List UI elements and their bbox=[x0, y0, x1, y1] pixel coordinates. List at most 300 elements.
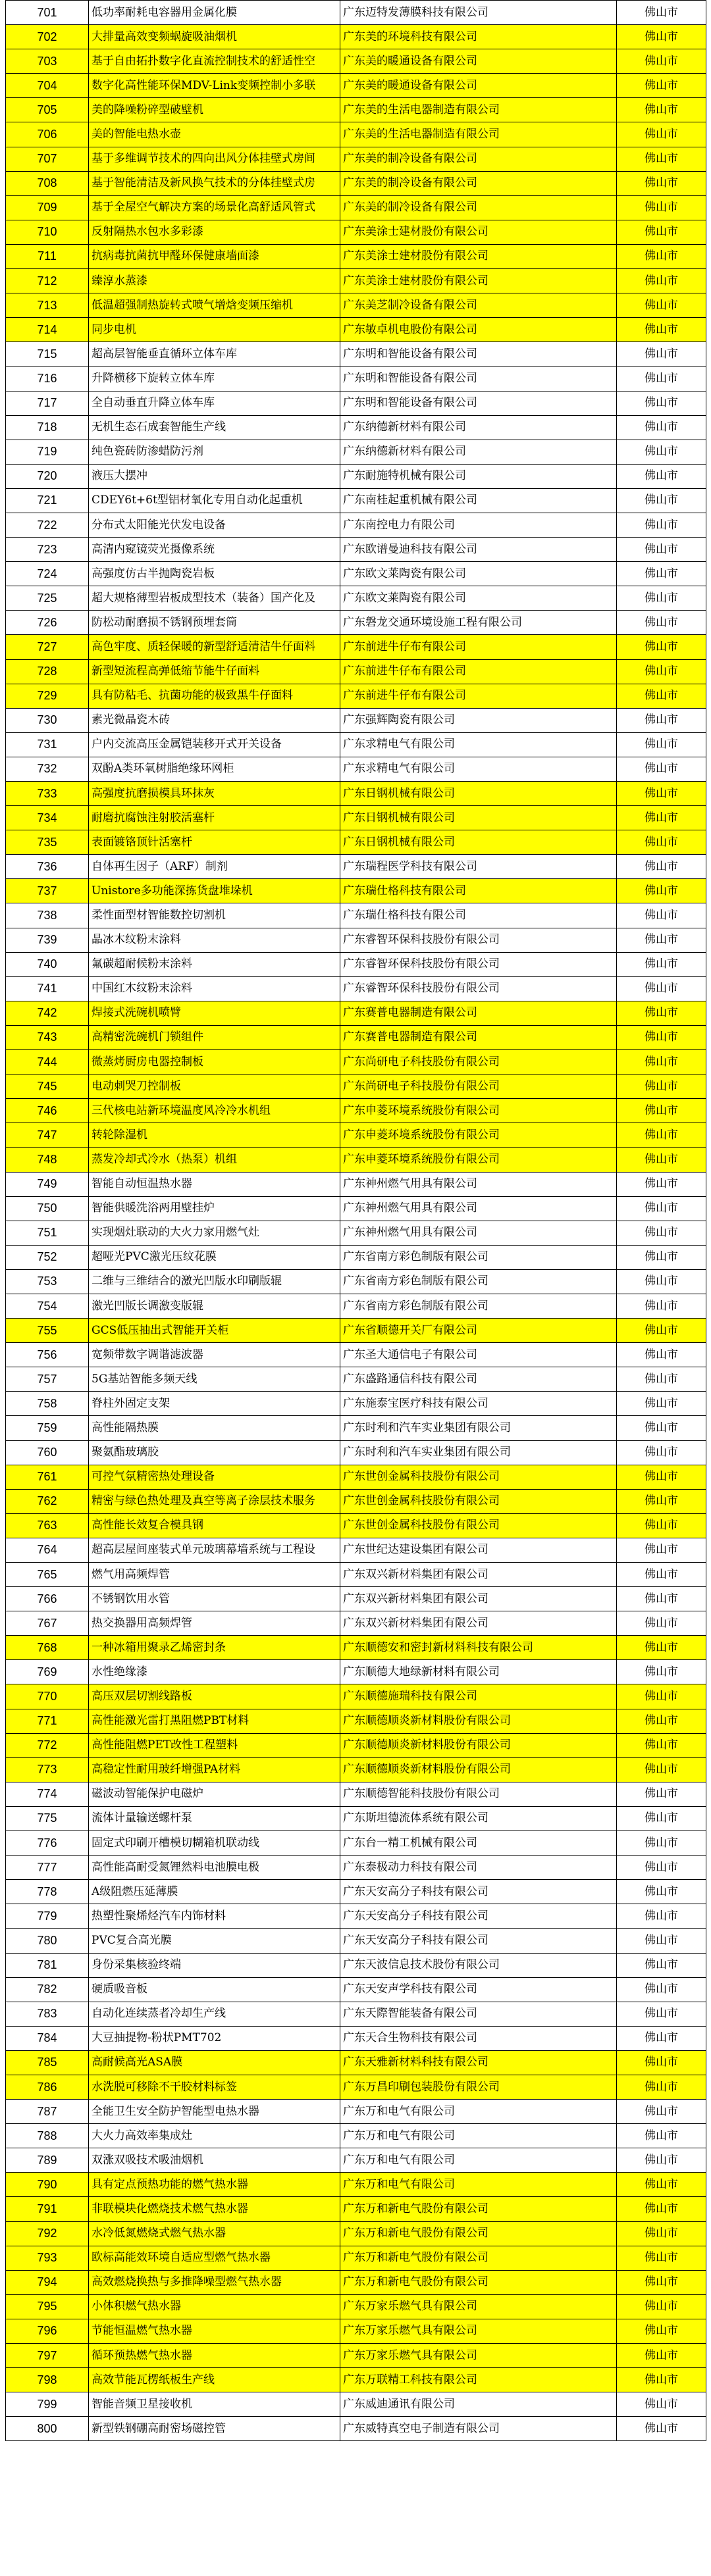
company-name-cell: 广东省南方彩色制版有限公司 bbox=[340, 1245, 617, 1269]
company-name-cell: 广东顺德大地绿新材料有限公司 bbox=[340, 1660, 617, 1684]
table-row bbox=[6, 2075, 706, 2099]
city-cell: 佛山市 bbox=[617, 1684, 706, 1709]
row-number-cell: 702 bbox=[6, 25, 89, 49]
row-number-cell: 788 bbox=[6, 2124, 89, 2148]
table-row bbox=[6, 1684, 706, 1709]
table-row bbox=[6, 1953, 706, 1977]
city-cell: 佛山市 bbox=[617, 1709, 706, 1733]
row-number-cell: 709 bbox=[6, 195, 89, 220]
row-number-cell: 738 bbox=[6, 903, 89, 928]
row-number-cell: 761 bbox=[6, 1465, 89, 1489]
company-name-cell: 广东神州燃气用具有限公司 bbox=[340, 1221, 617, 1245]
row-number-cell: 745 bbox=[6, 1074, 89, 1099]
city-cell: 佛山市 bbox=[617, 928, 706, 952]
product-name-cell: 水洗脱可移除不干胶材料标签 bbox=[89, 2075, 340, 2099]
table-row bbox=[6, 2319, 706, 2343]
product-name-cell: 高稳定性耐用玻纤增强PA材料 bbox=[89, 1757, 340, 1782]
row-number-cell: 779 bbox=[6, 1904, 89, 1929]
city-cell: 佛山市 bbox=[617, 1953, 706, 1977]
company-name-cell: 广东台一精工机械有限公司 bbox=[340, 1831, 617, 1856]
table-row bbox=[6, 488, 706, 513]
row-number-cell: 759 bbox=[6, 1416, 89, 1440]
city-cell: 佛山市 bbox=[617, 1099, 706, 1123]
table-row bbox=[6, 2417, 706, 2441]
row-number-cell: 741 bbox=[6, 976, 89, 1001]
city-cell: 佛山市 bbox=[617, 1489, 706, 1513]
table-row bbox=[6, 415, 706, 440]
company-name-cell: 广东瑞程医学科技有限公司 bbox=[340, 855, 617, 879]
table-row bbox=[6, 1587, 706, 1611]
product-name-cell: 高性能阻燃PET改性工程塑料 bbox=[89, 1733, 340, 1757]
row-number-cell: 726 bbox=[6, 611, 89, 635]
table-row bbox=[6, 2148, 706, 2173]
product-name-cell: 纯色瓷砖防渗蜡防污剂 bbox=[89, 440, 340, 464]
city-cell: 佛山市 bbox=[617, 1392, 706, 1416]
city-cell: 佛山市 bbox=[617, 1782, 706, 1806]
row-number-cell: 710 bbox=[6, 220, 89, 244]
table-row bbox=[6, 806, 706, 830]
row-number-cell: 725 bbox=[6, 586, 89, 611]
company-name-cell: 广东赛普电器制造有限公司 bbox=[340, 1025, 617, 1049]
company-name-cell: 广东欧文莱陶瓷有限公司 bbox=[340, 586, 617, 611]
product-name-cell: 固定式印刷开槽模切糊箱机联动线 bbox=[89, 1831, 340, 1856]
table-row bbox=[6, 611, 706, 635]
table-row bbox=[6, 1733, 706, 1757]
company-name-cell: 广东世纪达建设集团有限公司 bbox=[340, 1538, 617, 1562]
company-name-cell: 广东纳德新材料有限公司 bbox=[340, 440, 617, 464]
company-name-cell: 广东磐龙交通环境设施工程有限公司 bbox=[340, 611, 617, 635]
table-row bbox=[6, 464, 706, 488]
row-number-cell: 760 bbox=[6, 1440, 89, 1465]
city-cell: 佛山市 bbox=[617, 147, 706, 171]
company-name-cell: 广东美芝制冷设备有限公司 bbox=[340, 293, 617, 318]
table-row bbox=[6, 903, 706, 928]
row-number-cell: 793 bbox=[6, 2246, 89, 2270]
product-name-cell: 反射隔热水包水多彩漆 bbox=[89, 220, 340, 244]
table-row bbox=[6, 1709, 706, 1733]
table-row bbox=[6, 1343, 706, 1367]
product-name-cell: 循环预热燃气热水器 bbox=[89, 2344, 340, 2368]
product-name-cell: 耐磨抗腐蚀注射胶活塞杆 bbox=[89, 806, 340, 830]
row-number-cell: 704 bbox=[6, 74, 89, 98]
product-name-cell: 高性能高耐受氮锂然料电池膜电极 bbox=[89, 1856, 340, 1880]
row-number-cell: 786 bbox=[6, 2075, 89, 2099]
city-cell: 佛山市 bbox=[617, 635, 706, 659]
table-row bbox=[6, 220, 706, 244]
company-name-cell: 广东美的暖通设备有限公司 bbox=[340, 49, 617, 74]
city-cell: 佛山市 bbox=[617, 171, 706, 195]
company-name-cell: 广东万家乐燃气具有限公司 bbox=[340, 2294, 617, 2319]
product-name-cell: 臻淳水蒸漆 bbox=[89, 269, 340, 293]
product-name-cell: 中国红木纹粉末涂料 bbox=[89, 976, 340, 1001]
company-name-cell: 广东申菱环境系统股份有限公司 bbox=[340, 1099, 617, 1123]
product-name-cell: 三代核电站新环境温度风冷冷水机组 bbox=[89, 1099, 340, 1123]
company-name-cell: 广东美涂士建材股份有限公司 bbox=[340, 220, 617, 244]
table-row bbox=[6, 1806, 706, 1831]
city-cell: 佛山市 bbox=[617, 782, 706, 806]
city-cell: 佛山市 bbox=[617, 2197, 706, 2221]
company-name-cell: 广东申菱环境系统股份有限公司 bbox=[340, 1123, 617, 1148]
company-name-cell: 广东双兴新材料集团有限公司 bbox=[340, 1611, 617, 1636]
company-name-cell: 广东天安高分子科技有限公司 bbox=[340, 1904, 617, 1929]
row-number-cell: 723 bbox=[6, 538, 89, 562]
table-row bbox=[6, 952, 706, 976]
product-name-cell: 分布式太阳能光伏发电设备 bbox=[89, 513, 340, 537]
city-cell: 佛山市 bbox=[617, 488, 706, 513]
city-cell: 佛山市 bbox=[617, 2026, 706, 2050]
table-row bbox=[6, 122, 706, 147]
row-number-cell: 742 bbox=[6, 1001, 89, 1025]
table-row bbox=[6, 830, 706, 855]
product-name-cell: CDEY6t+6t型铝材氧化专用自动化起重机 bbox=[89, 488, 340, 513]
row-number-cell: 717 bbox=[6, 391, 89, 415]
product-name-cell: 具有防粘毛、抗菌功能的极致黑牛仔面料 bbox=[89, 684, 340, 708]
row-number-cell: 705 bbox=[6, 98, 89, 122]
row-number-cell: 703 bbox=[6, 49, 89, 74]
product-name-cell: 抗病毒抗菌抗甲醛环保健康墙面漆 bbox=[89, 244, 340, 268]
table-row bbox=[6, 659, 706, 684]
row-number-cell: 734 bbox=[6, 806, 89, 830]
company-name-cell: 广东天安高分子科技有限公司 bbox=[340, 1880, 617, 1904]
company-name-cell: 广东万和电气有限公司 bbox=[340, 2173, 617, 2197]
product-name-cell: 大豆抽提物-粉状PMT702 bbox=[89, 2026, 340, 2050]
row-number-cell: 790 bbox=[6, 2173, 89, 2197]
table-row bbox=[6, 1172, 706, 1196]
company-name-cell: 广东盛路通信科技有限公司 bbox=[340, 1367, 617, 1392]
table-row bbox=[6, 2221, 706, 2246]
table-row bbox=[6, 1611, 706, 1636]
table-row bbox=[6, 293, 706, 318]
row-number-cell: 715 bbox=[6, 342, 89, 366]
row-number-cell: 791 bbox=[6, 2197, 89, 2221]
row-number-cell: 706 bbox=[6, 122, 89, 147]
city-cell: 佛山市 bbox=[617, 1465, 706, 1489]
city-cell: 佛山市 bbox=[617, 1440, 706, 1465]
city-cell: 佛山市 bbox=[617, 1196, 706, 1221]
city-cell: 佛山市 bbox=[617, 976, 706, 1001]
city-cell: 佛山市 bbox=[617, 1977, 706, 2002]
product-name-cell: 高强度仿古半抛陶瓷岩板 bbox=[89, 562, 340, 586]
company-name-cell: 广东万和新电气股份有限公司 bbox=[340, 2270, 617, 2294]
table-row bbox=[6, 538, 706, 562]
table-row bbox=[6, 391, 706, 415]
company-name-cell: 广东迈特发薄膜科技有限公司 bbox=[340, 1, 617, 25]
company-name-cell: 广东敏卓机电股份有限公司 bbox=[340, 318, 617, 342]
company-name-cell: 广东睿智环保科技股份有限公司 bbox=[340, 928, 617, 952]
product-name-cell: 身份采集核验终端 bbox=[89, 1953, 340, 1977]
table-row bbox=[6, 244, 706, 268]
company-name-cell: 广东美的环境科技有限公司 bbox=[340, 25, 617, 49]
company-name-cell: 广东世创金属科技股份有限公司 bbox=[340, 1513, 617, 1538]
company-name-cell: 广东欧文莱陶瓷有限公司 bbox=[340, 562, 617, 586]
row-number-cell: 748 bbox=[6, 1148, 89, 1172]
company-name-cell: 广东美的生活电器制造有限公司 bbox=[340, 98, 617, 122]
row-number-cell: 794 bbox=[6, 2270, 89, 2294]
city-cell: 佛山市 bbox=[617, 1831, 706, 1856]
company-name-cell: 广东美的生活电器制造有限公司 bbox=[340, 122, 617, 147]
product-name-cell: 素光微晶瓷木砖 bbox=[89, 708, 340, 732]
city-cell: 佛山市 bbox=[617, 2050, 706, 2075]
table-row bbox=[6, 1831, 706, 1856]
city-cell: 佛山市 bbox=[617, 318, 706, 342]
company-name-cell: 广东强辉陶瓷有限公司 bbox=[340, 708, 617, 732]
company-name-cell: 广东睿智环保科技股份有限公司 bbox=[340, 952, 617, 976]
city-cell: 佛山市 bbox=[617, 1416, 706, 1440]
product-name-cell: 热交换器用高频焊管 bbox=[89, 1611, 340, 1636]
row-number-cell: 724 bbox=[6, 562, 89, 586]
product-name-cell: 宽频带数字调谐滤波器 bbox=[89, 1343, 340, 1367]
product-name-cell: 燃气用高频焊管 bbox=[89, 1563, 340, 1587]
company-name-cell: 广东求精电气有限公司 bbox=[340, 757, 617, 781]
table-row bbox=[6, 976, 706, 1001]
row-number-cell: 764 bbox=[6, 1538, 89, 1562]
product-name-cell: 低温超强制热旋转式喷气增焓变频压缩机 bbox=[89, 293, 340, 318]
row-number-cell: 798 bbox=[6, 2368, 89, 2392]
city-cell: 佛山市 bbox=[617, 1636, 706, 1660]
city-cell: 佛山市 bbox=[617, 659, 706, 684]
table-row bbox=[6, 147, 706, 171]
row-number-cell: 731 bbox=[6, 732, 89, 757]
product-name-cell: 晶冰木纹粉末涂料 bbox=[89, 928, 340, 952]
company-name-cell: 广东省南方彩色制版有限公司 bbox=[340, 1294, 617, 1318]
row-number-cell: 730 bbox=[6, 708, 89, 732]
company-name-cell: 广东赛普电器制造有限公司 bbox=[340, 1001, 617, 1025]
company-name-cell: 广东美涂士建材股份有限公司 bbox=[340, 244, 617, 268]
table-row bbox=[6, 342, 706, 366]
row-number-cell: 712 bbox=[6, 269, 89, 293]
company-name-cell: 广东日钢机械有限公司 bbox=[340, 830, 617, 855]
product-name-cell: 实现烟灶联动的大火力家用燃气灶 bbox=[89, 1221, 340, 1245]
city-cell: 佛山市 bbox=[617, 1806, 706, 1831]
city-cell: 佛山市 bbox=[617, 1880, 706, 1904]
city-cell: 佛山市 bbox=[617, 1563, 706, 1587]
row-number-cell: 774 bbox=[6, 1782, 89, 1806]
city-cell: 佛山市 bbox=[617, 2344, 706, 2368]
city-cell: 佛山市 bbox=[617, 195, 706, 220]
company-name-cell: 广东尚研电子科技股份有限公司 bbox=[340, 1050, 617, 1074]
row-number-cell: 772 bbox=[6, 1733, 89, 1757]
city-cell: 佛山市 bbox=[617, 220, 706, 244]
city-cell: 佛山市 bbox=[617, 1904, 706, 1929]
product-name-cell: 水性绝缘漆 bbox=[89, 1660, 340, 1684]
city-cell: 佛山市 bbox=[617, 1538, 706, 1562]
company-name-cell: 广东威特真空电子制造有限公司 bbox=[340, 2417, 617, 2441]
row-number-cell: 777 bbox=[6, 1856, 89, 1880]
product-name-cell: 焊接式洗碗机喷臂 bbox=[89, 1001, 340, 1025]
city-cell: 佛山市 bbox=[617, 464, 706, 488]
row-number-cell: 756 bbox=[6, 1343, 89, 1367]
city-cell: 佛山市 bbox=[617, 513, 706, 537]
product-name-cell: 硬质吸音板 bbox=[89, 1977, 340, 2002]
company-name-cell: 广东尚研电子科技股份有限公司 bbox=[340, 1074, 617, 1099]
row-number-cell: 746 bbox=[6, 1099, 89, 1123]
row-number-cell: 751 bbox=[6, 1221, 89, 1245]
table-row bbox=[6, 195, 706, 220]
city-cell: 佛山市 bbox=[617, 1611, 706, 1636]
product-name-cell: 液压大摆冲 bbox=[89, 464, 340, 488]
table-row bbox=[6, 1416, 706, 1440]
row-number-cell: 799 bbox=[6, 2392, 89, 2417]
company-name-cell: 广东顺德顺炎新材料股份有限公司 bbox=[340, 1733, 617, 1757]
company-name-cell: 广东日钢机械有限公司 bbox=[340, 806, 617, 830]
product-name-cell: 非联模块化燃烧技术燃气热水器 bbox=[89, 2197, 340, 2221]
row-number-cell: 720 bbox=[6, 464, 89, 488]
row-number-cell: 716 bbox=[6, 366, 89, 391]
company-name-cell: 广东顺德智能科技股份有限公司 bbox=[340, 1782, 617, 1806]
product-name-cell: 高效节能瓦楞纸板生产线 bbox=[89, 2368, 340, 2392]
row-number-cell: 753 bbox=[6, 1269, 89, 1294]
product-name-cell: 二维与三维结合的激光凹版水印刷版辊 bbox=[89, 1269, 340, 1294]
city-cell: 佛山市 bbox=[617, 269, 706, 293]
product-name-cell: 高压双层切割线路板 bbox=[89, 1684, 340, 1709]
product-name-cell: 智能供暖洗浴两用壁挂炉 bbox=[89, 1196, 340, 1221]
table-row bbox=[6, 1660, 706, 1684]
table-row bbox=[6, 1538, 706, 1562]
row-number-cell: 743 bbox=[6, 1025, 89, 1049]
row-number-cell: 735 bbox=[6, 830, 89, 855]
product-name-cell: Unistore多功能深拣货盘堆垛机 bbox=[89, 879, 340, 903]
product-name-cell: 新型短流程高弹低缩节能牛仔面料 bbox=[89, 659, 340, 684]
row-number-cell: 787 bbox=[6, 2100, 89, 2124]
table-row bbox=[6, 708, 706, 732]
product-name-cell: 超高层智能垂直循环立体车库 bbox=[89, 342, 340, 366]
city-cell: 佛山市 bbox=[617, 1856, 706, 1880]
table-row bbox=[6, 1196, 706, 1221]
city-cell: 佛山市 bbox=[617, 293, 706, 318]
table-row bbox=[6, 2173, 706, 2197]
product-name-cell: 转轮除湿机 bbox=[89, 1123, 340, 1148]
row-number-cell: 767 bbox=[6, 1611, 89, 1636]
table-row bbox=[6, 1757, 706, 1782]
city-cell: 佛山市 bbox=[617, 2075, 706, 2099]
company-name-cell: 广东美的制冷设备有限公司 bbox=[340, 147, 617, 171]
product-name-cell: 高耐候高光ASA膜 bbox=[89, 2050, 340, 2075]
product-name-cell: 双涨双吸技术吸油烟机 bbox=[89, 2148, 340, 2173]
company-name-cell: 广东申菱环境系统股份有限公司 bbox=[340, 1148, 617, 1172]
row-number-cell: 752 bbox=[6, 1245, 89, 1269]
city-cell: 佛山市 bbox=[617, 2392, 706, 2417]
city-cell: 佛山市 bbox=[617, 366, 706, 391]
table-row bbox=[6, 562, 706, 586]
company-name-cell: 广东明和智能设备有限公司 bbox=[340, 366, 617, 391]
company-name-cell: 广东顺德施瑞科技有限公司 bbox=[340, 1684, 617, 1709]
table-row bbox=[6, 1440, 706, 1465]
row-number-cell: 729 bbox=[6, 684, 89, 708]
row-number-cell: 754 bbox=[6, 1294, 89, 1318]
city-cell: 佛山市 bbox=[617, 342, 706, 366]
table-row bbox=[6, 879, 706, 903]
product-name-cell: 基于全屋空气解决方案的场景化高舒适风管式 bbox=[89, 195, 340, 220]
row-number-cell: 758 bbox=[6, 1392, 89, 1416]
company-name-cell: 广东美的制冷设备有限公司 bbox=[340, 195, 617, 220]
row-number-cell: 773 bbox=[6, 1757, 89, 1782]
row-number-cell: 762 bbox=[6, 1489, 89, 1513]
row-number-cell: 713 bbox=[6, 293, 89, 318]
product-name-cell: PVC复合高光膜 bbox=[89, 1929, 340, 1953]
city-cell: 佛山市 bbox=[617, 2417, 706, 2441]
company-name-cell: 广东万家乐燃气具有限公司 bbox=[340, 2344, 617, 2368]
product-name-cell: 高强度抗磨损模具环抹灰 bbox=[89, 782, 340, 806]
row-number-cell: 721 bbox=[6, 488, 89, 513]
table-row bbox=[6, 1148, 706, 1172]
table-row bbox=[6, 74, 706, 98]
row-number-cell: 785 bbox=[6, 2050, 89, 2075]
product-name-cell: 节能恒温燃气热水器 bbox=[89, 2319, 340, 2343]
city-cell: 佛山市 bbox=[617, 1929, 706, 1953]
product-name-cell: 高性能长效复合模具钢 bbox=[89, 1513, 340, 1538]
company-name-cell: 广东万和电气有限公司 bbox=[340, 2124, 617, 2148]
company-name-cell: 广东万和新电气股份有限公司 bbox=[340, 2246, 617, 2270]
product-name-cell: 表面镀铬顶针活塞杆 bbox=[89, 830, 340, 855]
product-name-cell: 户内交流高压金属铠装移开式开关设备 bbox=[89, 732, 340, 757]
table-row bbox=[6, 1904, 706, 1929]
city-cell: 佛山市 bbox=[617, 2221, 706, 2246]
row-number-cell: 707 bbox=[6, 147, 89, 171]
row-number-cell: 766 bbox=[6, 1587, 89, 1611]
product-name-cell: GCS低压抽出式智能开关柜 bbox=[89, 1319, 340, 1343]
table-body bbox=[6, 1, 706, 2441]
table-row bbox=[6, 2344, 706, 2368]
row-number-cell: 727 bbox=[6, 635, 89, 659]
company-name-cell: 广东顺德顺炎新材料股份有限公司 bbox=[340, 1757, 617, 1782]
row-number-cell: 781 bbox=[6, 1953, 89, 1977]
table-row bbox=[6, 1269, 706, 1294]
company-name-cell: 广东南桂起重机械有限公司 bbox=[340, 488, 617, 513]
row-number-cell: 780 bbox=[6, 1929, 89, 1953]
company-name-cell: 广东威迪通讯有限公司 bbox=[340, 2392, 617, 2417]
product-name-cell: A级阻燃压延薄膜 bbox=[89, 1880, 340, 1904]
city-cell: 佛山市 bbox=[617, 586, 706, 611]
product-name-cell: 防松动耐磨损不锈钢预埋套筒 bbox=[89, 611, 340, 635]
table-row bbox=[6, 171, 706, 195]
city-cell: 佛山市 bbox=[617, 2002, 706, 2026]
city-cell: 佛山市 bbox=[617, 806, 706, 830]
city-cell: 佛山市 bbox=[617, 1294, 706, 1318]
product-name-cell: 自体再生因子（ARF）制剂 bbox=[89, 855, 340, 879]
city-cell: 佛山市 bbox=[617, 611, 706, 635]
row-number-cell: 708 bbox=[6, 171, 89, 195]
table-row bbox=[6, 1465, 706, 1489]
product-name-cell: 双酚A类环氧树脂绝缘环网柜 bbox=[89, 757, 340, 781]
company-name-cell: 广东万家乐燃气具有限公司 bbox=[340, 2319, 617, 2343]
table-row bbox=[6, 2246, 706, 2270]
table-row bbox=[6, 366, 706, 391]
row-number-cell: 783 bbox=[6, 2002, 89, 2026]
table-row bbox=[6, 440, 706, 464]
city-cell: 佛山市 bbox=[617, 1025, 706, 1049]
company-name-cell: 广东求精电气有限公司 bbox=[340, 732, 617, 757]
city-cell: 佛山市 bbox=[617, 1513, 706, 1538]
company-name-cell: 广东时利和汽车实业集团有限公司 bbox=[340, 1440, 617, 1465]
row-number-cell: 719 bbox=[6, 440, 89, 464]
row-number-cell: 800 bbox=[6, 2417, 89, 2441]
company-name-cell: 广东神州燃气用具有限公司 bbox=[340, 1196, 617, 1221]
city-cell: 佛山市 bbox=[617, 1757, 706, 1782]
city-cell: 佛山市 bbox=[617, 879, 706, 903]
table-row bbox=[6, 1074, 706, 1099]
company-name-cell: 广东纳德新材料有限公司 bbox=[340, 415, 617, 440]
company-name-cell: 广东前进牛仔布有限公司 bbox=[340, 659, 617, 684]
product-name-cell: 小体积燃气热水器 bbox=[89, 2294, 340, 2319]
product-name-cell: 美的降噪粉碎型破壁机 bbox=[89, 98, 340, 122]
table-row bbox=[6, 757, 706, 781]
table-row bbox=[6, 318, 706, 342]
row-number-cell: 792 bbox=[6, 2221, 89, 2246]
product-name-cell: 聚氨酯玻璃胶 bbox=[89, 1440, 340, 1465]
row-number-cell: 744 bbox=[6, 1050, 89, 1074]
company-name-cell: 广东圣大通信电子有限公司 bbox=[340, 1343, 617, 1367]
table-row bbox=[6, 2294, 706, 2319]
